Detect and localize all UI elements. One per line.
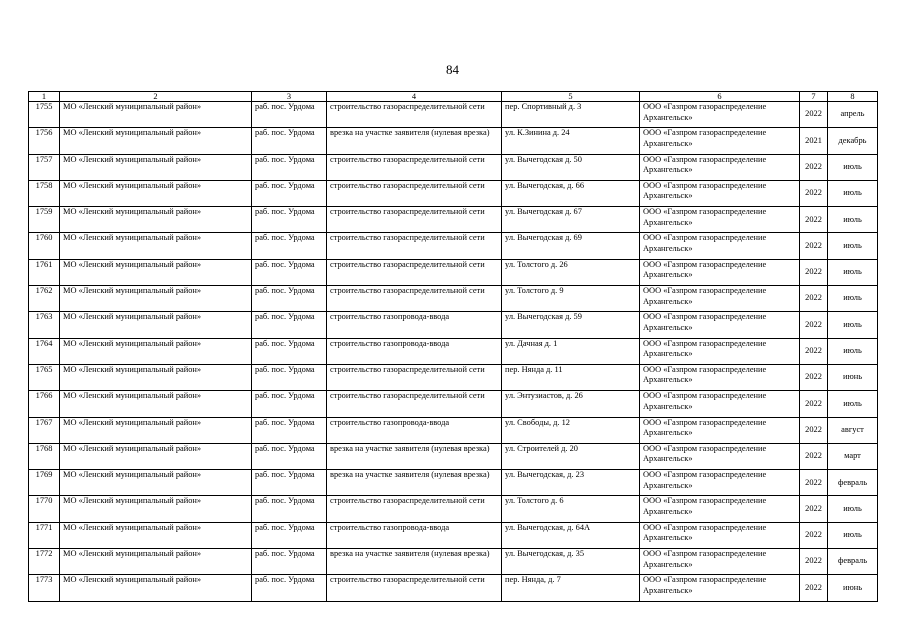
address-cell: ул. Вычегодская д. 50 [502, 154, 640, 180]
work-type-cell: строительство газораспределительной сети [327, 286, 502, 312]
table-row [29, 522, 878, 548]
settlement-cell: раб. пос. Урдома [252, 128, 327, 154]
settlement-cell: раб. пос. Урдома [252, 312, 327, 338]
table-row [29, 549, 878, 575]
register-table [28, 91, 878, 602]
organization-cell: ООО «Газпром газораспределение Архангельск» [640, 549, 800, 575]
month-cell: июль [828, 286, 878, 312]
work-type-cell: врезка на участке заявителя (нулевая врезка) [327, 549, 502, 575]
organization-cell: ООО «Газпром газораспределение Архангельск» [640, 575, 800, 601]
address-cell: ул. Вычегодская, д. 64А [502, 522, 640, 548]
settlement-cell: раб. пос. Урдома [252, 102, 327, 128]
month-cell: апрель [828, 102, 878, 128]
month-cell: июнь [828, 364, 878, 390]
year-cell: 2022 [800, 443, 828, 469]
settlement-cell: раб. пос. Урдома [252, 417, 327, 443]
municipality-cell: МО «Ленский муниципальный район» [60, 549, 252, 575]
address-cell: ул. К.Зинина д. 24 [502, 128, 640, 154]
column-number: 8 [828, 92, 878, 102]
row-number: 1770 [29, 496, 60, 522]
row-number: 1771 [29, 522, 60, 548]
work-type-cell: врезка на участке заявителя (нулевая врезка) [327, 443, 502, 469]
row-number: 1773 [29, 575, 60, 601]
address-cell: пер. Спортивный д. 3 [502, 102, 640, 128]
table-row [29, 180, 878, 206]
year-cell: 2022 [800, 391, 828, 417]
year-cell: 2022 [800, 312, 828, 338]
table-row [29, 154, 878, 180]
work-type-cell: строительство газораспределительной сети [327, 180, 502, 206]
column-number: 6 [640, 92, 800, 102]
column-number: 4 [327, 92, 502, 102]
municipality-cell: МО «Ленский муниципальный район» [60, 286, 252, 312]
year-cell: 2022 [800, 417, 828, 443]
work-type-cell: строительство газопровода-ввода [327, 338, 502, 364]
year-cell: 2022 [800, 180, 828, 206]
organization-cell: ООО «Газпром газораспределение Архангельск» [640, 233, 800, 259]
settlement-cell: раб. пос. Урдома [252, 575, 327, 601]
month-cell: июль [828, 496, 878, 522]
table-row [29, 233, 878, 259]
table-row [29, 443, 878, 469]
work-type-cell: строительство газораспределительной сети [327, 102, 502, 128]
organization-cell: ООО «Газпром газораспределение Архангельск» [640, 286, 800, 312]
settlement-cell: раб. пос. Урдома [252, 233, 327, 259]
table-row [29, 417, 878, 443]
month-cell: июль [828, 259, 878, 285]
work-type-cell: строительство газораспределительной сети [327, 575, 502, 601]
address-cell: ул. Свободы, д. 12 [502, 417, 640, 443]
municipality-cell: МО «Ленский муниципальный район» [60, 391, 252, 417]
table-row [29, 286, 878, 312]
address-cell: ул. Толстого д. 6 [502, 496, 640, 522]
column-number: 3 [252, 92, 327, 102]
row-number: 1755 [29, 102, 60, 128]
month-cell: июль [828, 154, 878, 180]
month-cell: февраль [828, 470, 878, 496]
municipality-cell: МО «Ленский муниципальный район» [60, 470, 252, 496]
municipality-cell: МО «Ленский муниципальный район» [60, 207, 252, 233]
address-cell: ул. Вычегодская д. 59 [502, 312, 640, 338]
address-cell: ул. Вычегодская д. 67 [502, 207, 640, 233]
organization-cell: ООО «Газпром газораспределение Архангельск» [640, 470, 800, 496]
year-cell: 2022 [800, 364, 828, 390]
organization-cell: ООО «Газпром газораспределение Архангельск» [640, 391, 800, 417]
organization-cell: ООО «Газпром газораспределение Архангельск» [640, 207, 800, 233]
row-number: 1756 [29, 128, 60, 154]
column-numbers-row [29, 92, 878, 102]
year-cell: 2022 [800, 338, 828, 364]
organization-cell: ООО «Газпром газораспределение Архангельск» [640, 338, 800, 364]
address-cell: ул. Дачная д. 1 [502, 338, 640, 364]
row-number: 1765 [29, 364, 60, 390]
organization-cell: ООО «Газпром газораспределение Архангельск» [640, 496, 800, 522]
settlement-cell: раб. пос. Урдома [252, 154, 327, 180]
column-number: 2 [60, 92, 252, 102]
municipality-cell: МО «Ленский муниципальный район» [60, 180, 252, 206]
row-number: 1759 [29, 207, 60, 233]
work-type-cell: строительство газораспределительной сети [327, 233, 502, 259]
table-row [29, 102, 878, 128]
month-cell: июль [828, 233, 878, 259]
year-cell: 2022 [800, 549, 828, 575]
address-cell: ул. Толстого д. 9 [502, 286, 640, 312]
organization-cell: ООО «Газпром газораспределение Архангельск» [640, 522, 800, 548]
organization-cell: ООО «Газпром газораспределение Архангельск» [640, 417, 800, 443]
month-cell: июль [828, 180, 878, 206]
table-row [29, 128, 878, 154]
municipality-cell: МО «Ленский муниципальный район» [60, 154, 252, 180]
municipality-cell: МО «Ленский муниципальный район» [60, 259, 252, 285]
table-row [29, 338, 878, 364]
work-type-cell: строительство газораспределительной сети [327, 364, 502, 390]
address-cell: ул. Энтузиастов, д. 26 [502, 391, 640, 417]
row-number: 1757 [29, 154, 60, 180]
work-type-cell: строительство газораспределительной сети [327, 391, 502, 417]
month-cell: июль [828, 312, 878, 338]
row-number: 1766 [29, 391, 60, 417]
table-row [29, 207, 878, 233]
row-number: 1760 [29, 233, 60, 259]
month-cell: июнь [828, 575, 878, 601]
settlement-cell: раб. пос. Урдома [252, 180, 327, 206]
page-number: 84 [446, 62, 459, 77]
settlement-cell: раб. пос. Урдома [252, 470, 327, 496]
settlement-cell: раб. пос. Урдома [252, 549, 327, 575]
address-cell: ул. Толстого д. 26 [502, 259, 640, 285]
address-cell: ул. Строителей д. 20 [502, 443, 640, 469]
work-type-cell: строительство газопровода-ввода [327, 312, 502, 338]
table-row [29, 391, 878, 417]
table-row [29, 364, 878, 390]
year-cell: 2022 [800, 575, 828, 601]
settlement-cell: раб. пос. Урдома [252, 443, 327, 469]
month-cell: июль [828, 338, 878, 364]
municipality-cell: МО «Ленский муниципальный район» [60, 338, 252, 364]
table-row [29, 312, 878, 338]
row-number: 1769 [29, 470, 60, 496]
year-cell: 2022 [800, 154, 828, 180]
month-cell: июль [828, 522, 878, 548]
year-cell: 2022 [800, 207, 828, 233]
work-type-cell: строительство газопровода-ввода [327, 522, 502, 548]
organization-cell: ООО «Газпром газораспределение Архангельск» [640, 154, 800, 180]
month-cell: июль [828, 207, 878, 233]
row-number: 1764 [29, 338, 60, 364]
column-number: 5 [502, 92, 640, 102]
address-cell: ул. Вычегодская, д. 66 [502, 180, 640, 206]
year-cell: 2022 [800, 286, 828, 312]
row-number: 1758 [29, 180, 60, 206]
organization-cell: ООО «Газпром газораспределение Архангельск» [640, 443, 800, 469]
organization-cell: ООО «Газпром газораспределение Архангельск» [640, 180, 800, 206]
row-number: 1762 [29, 286, 60, 312]
month-cell: февраль [828, 549, 878, 575]
settlement-cell: раб. пос. Урдома [252, 364, 327, 390]
work-type-cell: врезка на участке заявителя (нулевая врезка) [327, 470, 502, 496]
municipality-cell: МО «Ленский муниципальный район» [60, 496, 252, 522]
row-number: 1768 [29, 443, 60, 469]
municipality-cell: МО «Ленский муниципальный район» [60, 417, 252, 443]
year-cell: 2021 [800, 128, 828, 154]
organization-cell: ООО «Газпром газораспределение Архангельск» [640, 259, 800, 285]
settlement-cell: раб. пос. Урдома [252, 338, 327, 364]
year-cell: 2022 [800, 259, 828, 285]
organization-cell: ООО «Газпром газораспределение Архангельск» [640, 128, 800, 154]
year-cell: 2022 [800, 522, 828, 548]
table-row [29, 259, 878, 285]
municipality-cell: МО «Ленский муниципальный район» [60, 128, 252, 154]
address-cell: ул. Вычегодская д. 69 [502, 233, 640, 259]
organization-cell: ООО «Газпром газораспределение Архангельск» [640, 102, 800, 128]
work-type-cell: строительство газораспределительной сети [327, 154, 502, 180]
column-number: 7 [800, 92, 828, 102]
settlement-cell: раб. пос. Урдома [252, 207, 327, 233]
work-type-cell: врезка на участке заявителя (нулевая врезка) [327, 128, 502, 154]
municipality-cell: МО «Ленский муниципальный район» [60, 443, 252, 469]
municipality-cell: МО «Ленский муниципальный район» [60, 575, 252, 601]
address-cell: пер. Нянда д. 11 [502, 364, 640, 390]
table-row [29, 496, 878, 522]
settlement-cell: раб. пос. Урдома [252, 391, 327, 417]
work-type-cell: строительство газораспределительной сети [327, 496, 502, 522]
organization-cell: ООО «Газпром газораспределение Архангельск» [640, 312, 800, 338]
municipality-cell: МО «Ленский муниципальный район» [60, 102, 252, 128]
municipality-cell: МО «Ленский муниципальный район» [60, 522, 252, 548]
year-cell: 2022 [800, 102, 828, 128]
settlement-cell: раб. пос. Урдома [252, 496, 327, 522]
row-number: 1761 [29, 259, 60, 285]
month-cell: март [828, 443, 878, 469]
row-number: 1767 [29, 417, 60, 443]
settlement-cell: раб. пос. Урдома [252, 522, 327, 548]
settlement-cell: раб. пос. Урдома [252, 286, 327, 312]
address-cell: пер. Нянда, д. 7 [502, 575, 640, 601]
address-cell: ул. Вычегодская, д. 23 [502, 470, 640, 496]
work-type-cell: строительство газораспределительной сети [327, 207, 502, 233]
year-cell: 2022 [800, 470, 828, 496]
settlement-cell: раб. пос. Урдома [252, 259, 327, 285]
month-cell: декабрь [828, 128, 878, 154]
work-type-cell: строительство газопровода-ввода [327, 417, 502, 443]
year-cell: 2022 [800, 496, 828, 522]
month-cell: август [828, 417, 878, 443]
municipality-cell: МО «Ленский муниципальный район» [60, 233, 252, 259]
table-row [29, 575, 878, 601]
municipality-cell: МО «Ленский муниципальный район» [60, 364, 252, 390]
month-cell: июль [828, 391, 878, 417]
work-type-cell: строительство газораспределительной сети [327, 259, 502, 285]
table-row [29, 470, 878, 496]
address-cell: ул. Вычегодская, д. 35 [502, 549, 640, 575]
row-number: 1763 [29, 312, 60, 338]
column-number: 1 [29, 92, 60, 102]
municipality-cell: МО «Ленский муниципальный район» [60, 312, 252, 338]
organization-cell: ООО «Газпром газораспределение Архангельск» [640, 364, 800, 390]
year-cell: 2022 [800, 233, 828, 259]
row-number: 1772 [29, 549, 60, 575]
